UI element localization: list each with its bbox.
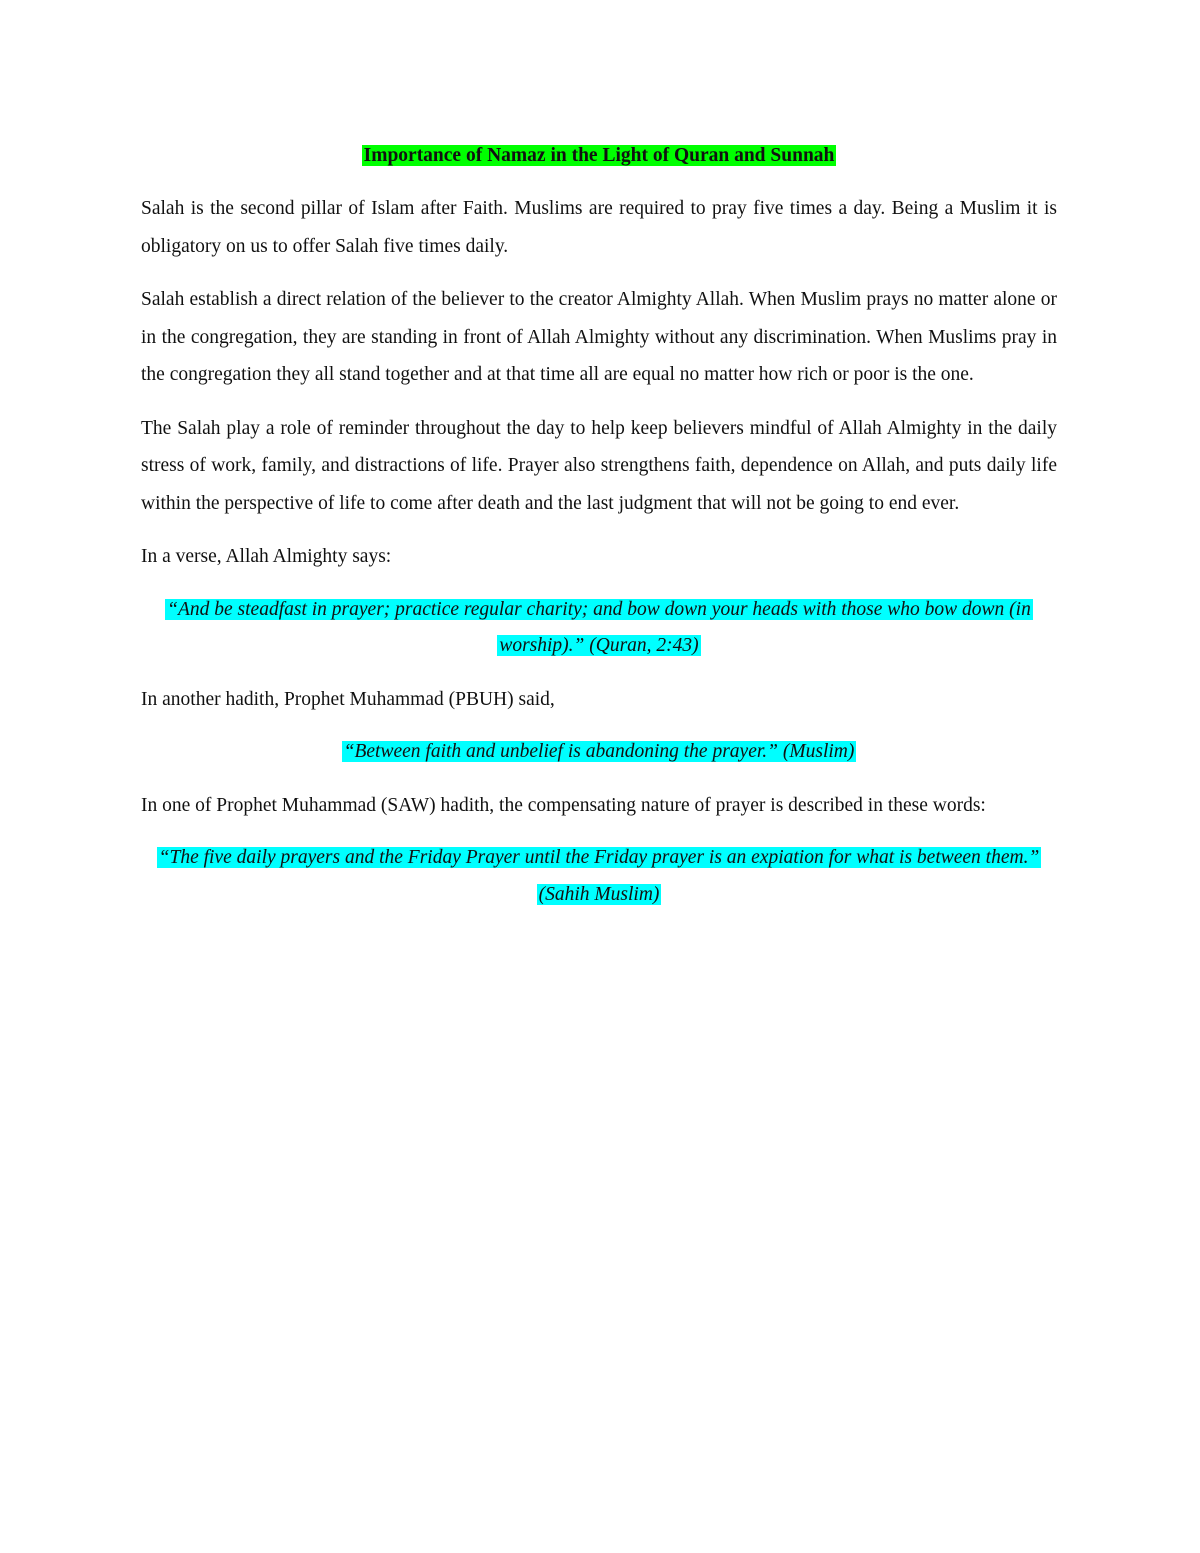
paragraph-3: The Salah play a role of reminder throughout the day to help keep believers mindful of Allah Almighty in the daily stress of work, family, and distractions of life. Prayer also strengthens faith, dependence on Allah, and puts daily life within the perspective of life to come after death and the last judgment that will not be going to end ever. xyxy=(141,417,1057,514)
hadith-quote-1: “Between faith and unbelief is abandoning the prayer.” (Muslim) xyxy=(343,741,855,762)
quran-quote: “And be steadfast in prayer; practice regular charity; and bow down your heads with those who bow down (in worship).” (Quran, 2:43) xyxy=(167,598,1031,656)
document-title: Importance of Namaz in the Light of Quran and Sunnah xyxy=(363,145,835,166)
quote-block-1 xyxy=(141,592,1057,665)
quote-block-2 xyxy=(141,734,1057,771)
document-title-block xyxy=(141,138,1057,174)
paragraph-2: Salah establish a direct relation of the believer to the creator Almighty Allah. When Muslim prays no matter alone or in the congregation, they are standing in front of Allah Almighty without any discrimination. When Muslims pray in the congregation they all stand together and at that time all are equal no matter how rich or poor is the one. xyxy=(141,289,1057,385)
quote-block-3 xyxy=(141,840,1057,913)
paragraph-1: Salah is the second pillar of Islam after Faith. Muslims are required to pray five times a day. Being a Muslim it is obligatory on us to offer Salah five times daily. xyxy=(141,198,1057,257)
intro-hadith-1: In another hadith, Prophet Muhammad (PBUH) said, xyxy=(141,688,555,710)
document-body xyxy=(141,138,1057,929)
paragraph-4: In a verse, Allah Almighty says: xyxy=(141,546,392,567)
intro-hadith-2: In one of Prophet Muhammad (SAW) hadith, the compensating nature of prayer is described in these words: xyxy=(141,794,986,816)
hadith-quote-2: “The five daily prayers and the Friday Prayer until the Friday prayer is an expiation for what is between them.” (Sahih Muslim) xyxy=(158,847,1040,905)
